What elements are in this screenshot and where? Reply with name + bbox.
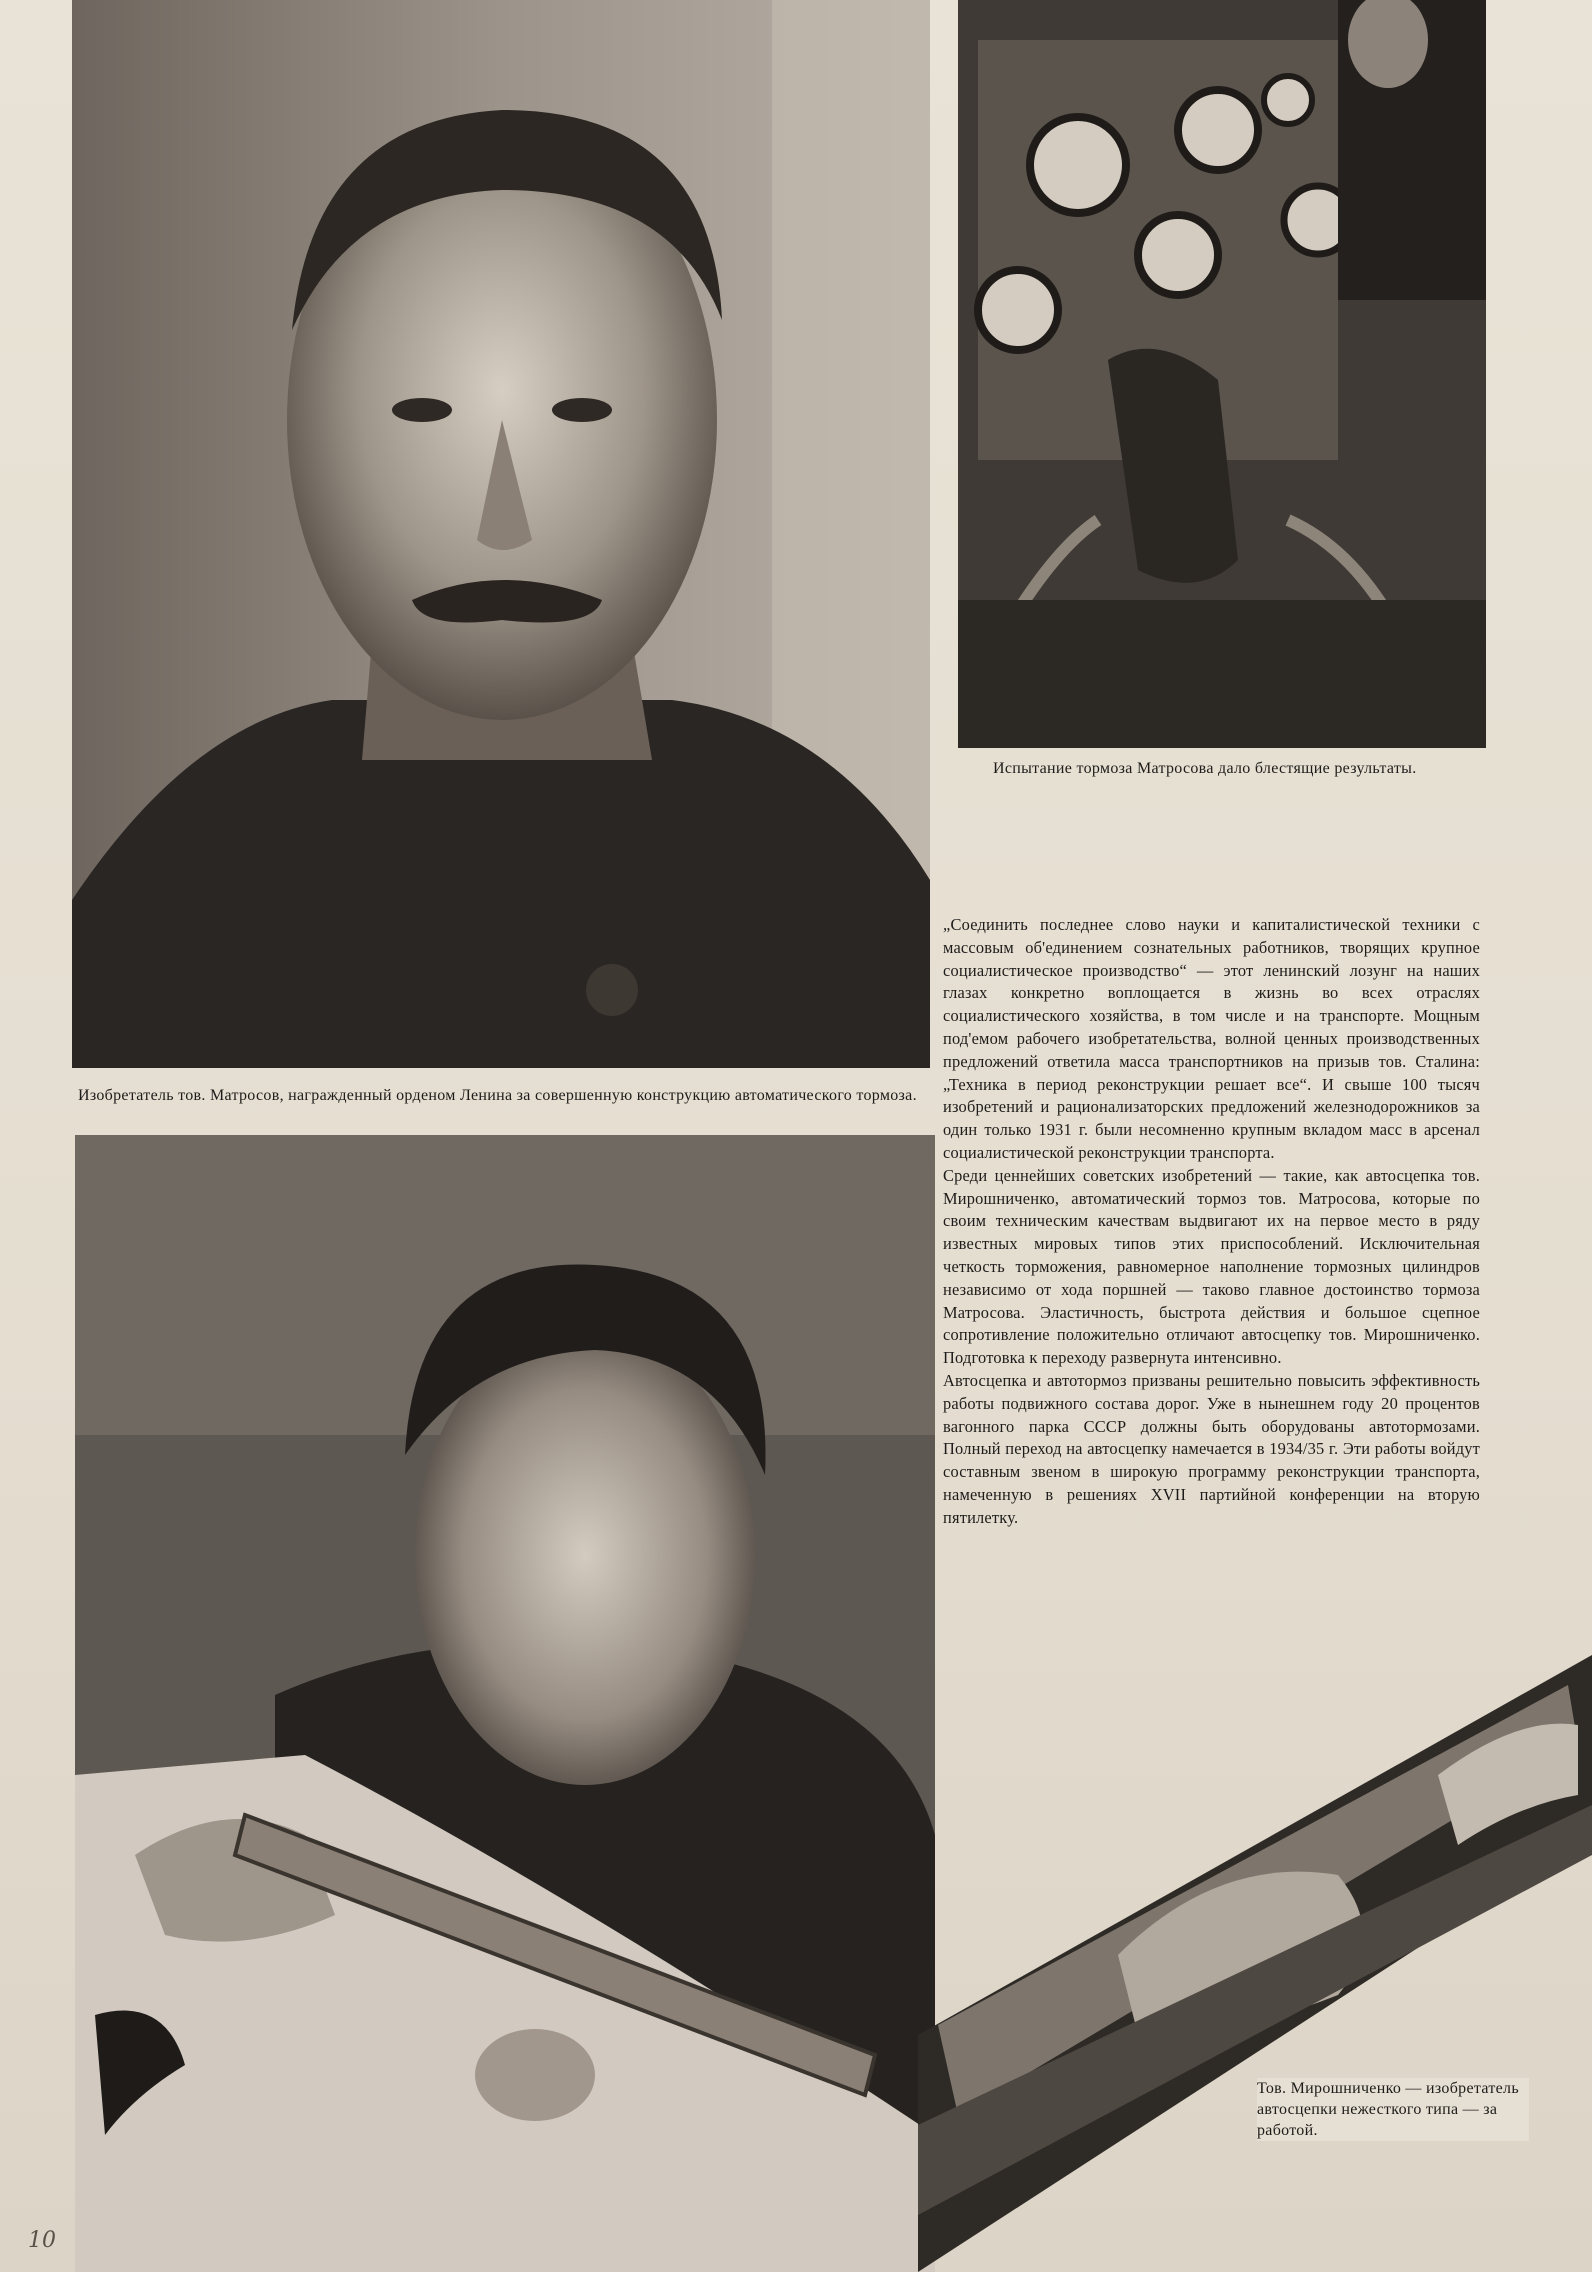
portrait-caption: Изобретатель тов. Матросов, награжденный орденом Ленина за совершенную конструкцию автоматического тормоза. — [78, 1087, 917, 1104]
brake-test-caption: Испытание тормоза Матросова дало блестящие результаты. — [993, 760, 1417, 777]
article-paragraph-2: Среди ценнейших советских изобретений — такие, как автосцепка тов. Мирошниченко, автоматический тормоз тов. Матросова, которые по своим техническим качествам выдвигают их на первое место в ряду известных мировых типов этих приспособлений. Исключительная четкость торможения, равномерное наполнение тормозных цилиндров независимо от хода поршней — таково главное достоинство тормоза Матросова. Эластичность, быстрота действия и большое сцепное сопротивление положительно отличают автосцепку тов. Мирошниченко. Подготовка к переходу развернута интенсивно. — [943, 1165, 1480, 1368]
miroshnichenko-photo — [75, 1135, 935, 2272]
article-body — [943, 914, 1480, 1530]
coupler-photo — [918, 1655, 1592, 2272]
coupler-caption: Тов. Мирошниченко — изобретатель автосцепки нежесткого типа — за работой. — [1257, 2078, 1529, 2141]
article-paragraph-1: „Соединить последнее слово науки и капиталистической техники с массовым об'единением сознательных работников, творящих крупное социалистическое производство“ — этот ленинский лозунг на наших глазах конкретно воплощается в жизнь во всех отраслях социалистического хозяйства, в том числе и на транспорте. Мощным под'емом рабочего изобретательства, волной ценных производственных предложений ответила масса транспортников на призыв тов. Сталина: „Техника в период реконструкции решает все“. И свыше 100 тысяч изобретений и рационализаторских предложений железнодорожников за один только 1931 г. были несомненно крупным вкладом масс в арсенал социалистической реконструкции транспорта. — [943, 915, 1480, 1162]
brake-test-photo — [958, 0, 1486, 748]
page-number: 10 — [28, 2228, 56, 2253]
portrait-photo-matrosov — [72, 0, 930, 1068]
article-paragraph-3: Автосцепка и автотормоз призваны решительно повысить эффективность работы подвижного состава дорог. Уже в нынешнем году 20 процентов вагонного парка СССР должны быть оборудованы автотормозами. Полный переход на автосцепку намечается в 1934/35 г. Эти работы войдут составным звеном в широкую программу реконструкции транспорта, намеченную в решениях XVII партийной конференции на вторую пятилетку. — [943, 1370, 1480, 1527]
